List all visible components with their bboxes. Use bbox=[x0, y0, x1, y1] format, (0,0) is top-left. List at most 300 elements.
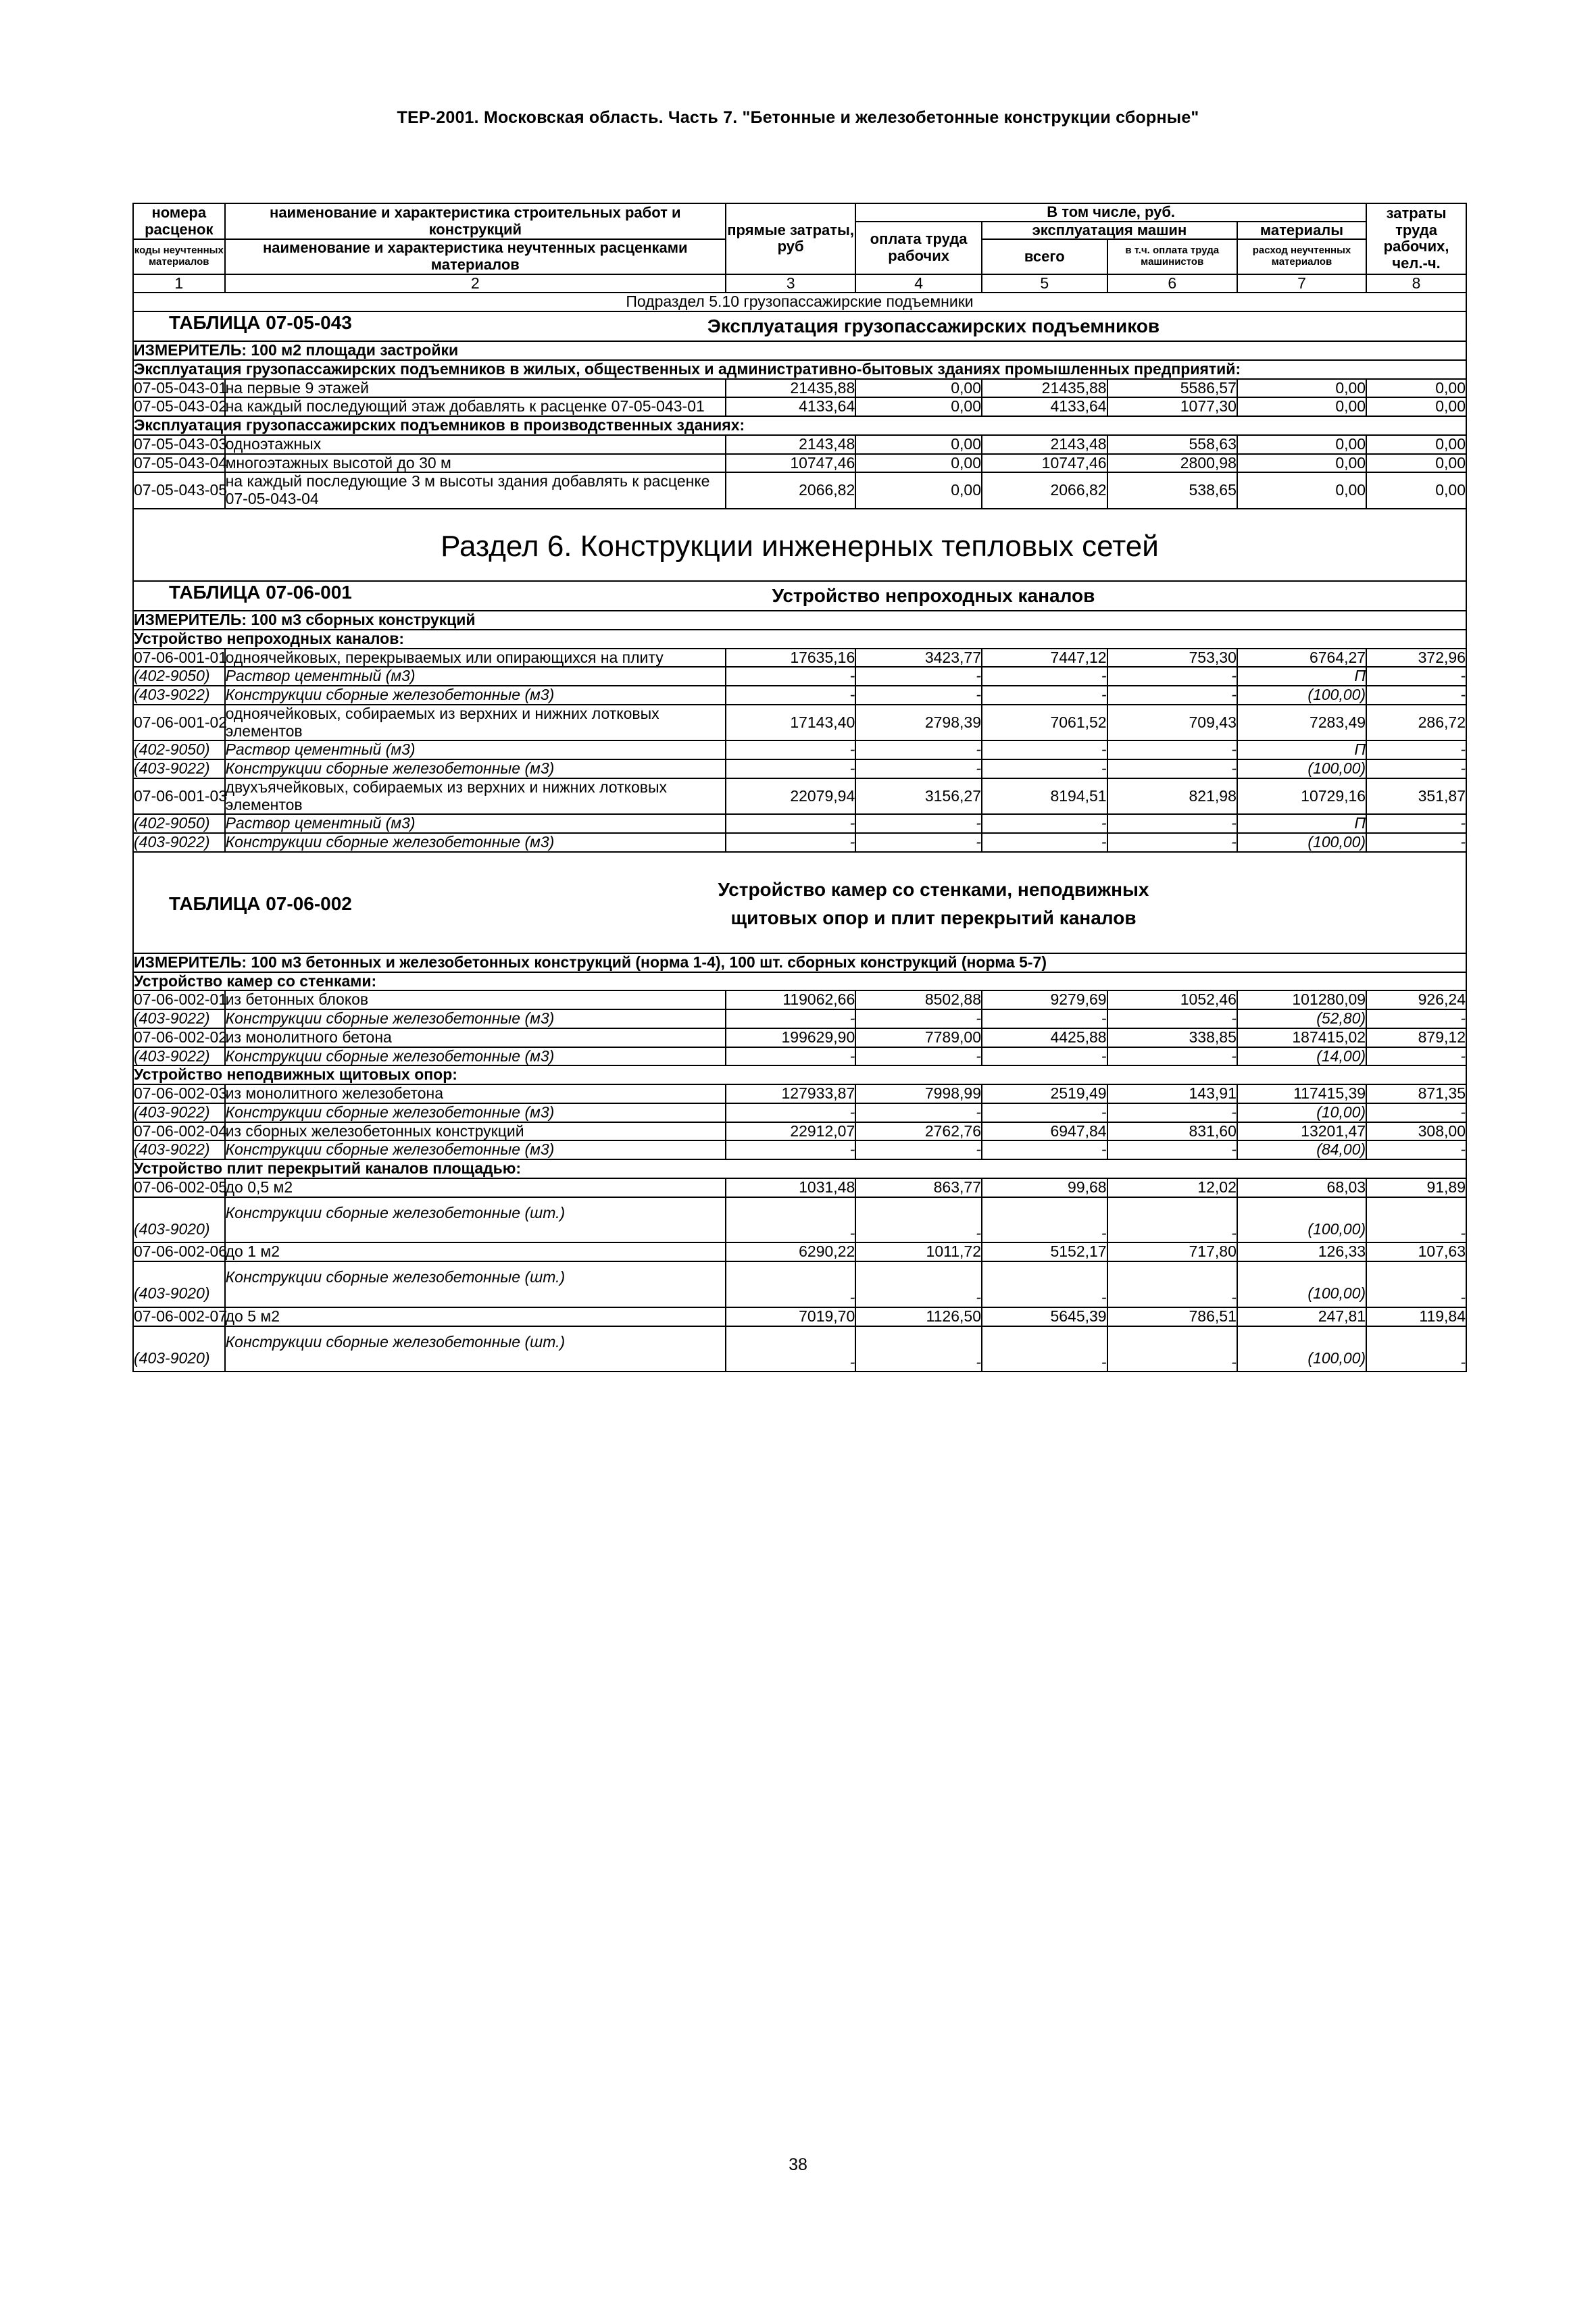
material-c7: (100,00) bbox=[1237, 759, 1366, 778]
row-desc: из бетонных блоков bbox=[225, 990, 726, 1009]
colnum-8: 8 bbox=[1366, 274, 1466, 293]
material-row bbox=[133, 1197, 1466, 1243]
material-row bbox=[133, 759, 1466, 778]
table-07-06-001-group1-row bbox=[133, 630, 1466, 649]
header-col4: оплата труда рабочих bbox=[855, 222, 982, 274]
row-code: 07-06-002-01 bbox=[134, 990, 228, 1009]
material-c6: - bbox=[1107, 740, 1237, 759]
row-c8: 0,00 bbox=[1366, 454, 1466, 473]
header-col5: всего bbox=[982, 239, 1107, 274]
material-c4: - bbox=[855, 1009, 982, 1028]
material-c4: - bbox=[855, 1103, 982, 1122]
row-code: 07-06-002-04 bbox=[134, 1122, 228, 1140]
row-c6: 753,30 bbox=[1107, 649, 1237, 668]
material-c3: - bbox=[726, 1047, 855, 1066]
material-c7: (100,00) bbox=[1237, 1326, 1366, 1372]
material-code: (402-9050) bbox=[133, 814, 225, 833]
row-desc: из монолитного железобетона bbox=[225, 1084, 726, 1103]
material-c7: (100,00) bbox=[1237, 1261, 1366, 1307]
row-c7: 247,81 bbox=[1237, 1307, 1366, 1326]
row-c8: 871,35 bbox=[1366, 1084, 1466, 1103]
row-desc: одноячейковых, перекрываемых или опирающихся на плиту bbox=[225, 649, 726, 668]
row-c8: 0,00 bbox=[1366, 397, 1466, 416]
table-07-06-002-heading bbox=[133, 852, 1466, 953]
row-c4: 2798,39 bbox=[855, 705, 982, 741]
row-code: 07-05-043-03 bbox=[134, 434, 228, 453]
subsection-510-title: Подраздел 5.10 грузопассажирские подъемники bbox=[133, 293, 1466, 311]
material-c5: - bbox=[982, 740, 1107, 759]
row-c5: 7061,52 bbox=[982, 705, 1107, 741]
row-c3: 119062,66 bbox=[726, 990, 855, 1009]
material-c4: - bbox=[855, 1197, 982, 1243]
material-c6: - bbox=[1107, 1261, 1237, 1307]
table-07-05-043-heading bbox=[133, 311, 1466, 341]
colnum-1: 1 bbox=[133, 274, 225, 293]
material-desc: Раствор цементный (м3) bbox=[225, 667, 726, 686]
row-c4: 3423,77 bbox=[855, 649, 982, 668]
row-code: 07-05-043-01 bbox=[134, 378, 228, 397]
material-row bbox=[133, 667, 1466, 686]
table-07-06-002-measure: ИЗМЕРИТЕЛЬ: 100 м3 бетонных и железобетонных конструкций (норма 1-4), 100 шт. сборных конструкций (норма 5-7) bbox=[133, 953, 1466, 972]
material-c8: - bbox=[1366, 1103, 1466, 1122]
material-code: (403-9022) bbox=[133, 833, 225, 852]
material-c8: - bbox=[1366, 1047, 1466, 1066]
row-c3: 4133,64 bbox=[726, 397, 855, 416]
material-c4: - bbox=[855, 814, 982, 833]
material-c3: - bbox=[726, 1326, 855, 1372]
material-row bbox=[133, 1140, 1466, 1159]
material-c3: - bbox=[726, 1140, 855, 1159]
table-07-05-043-code: ТАБЛИЦА 07-05-043 bbox=[169, 312, 352, 333]
material-c8: - bbox=[1366, 814, 1466, 833]
table-row bbox=[133, 1028, 1466, 1047]
row-c5: 8194,51 bbox=[982, 778, 1107, 815]
row-c8: 107,63 bbox=[1366, 1242, 1466, 1261]
material-c3: - bbox=[726, 667, 855, 686]
table-row bbox=[133, 472, 1466, 509]
table-07-05-043-group2-row bbox=[133, 416, 1466, 435]
row-c8: 926,24 bbox=[1366, 990, 1466, 1009]
row-desc: до 1 м2 bbox=[225, 1242, 726, 1261]
material-c8: - bbox=[1366, 1009, 1466, 1028]
section-6-title: Раздел 6. Конструкции инженерных тепловых сетей bbox=[133, 509, 1466, 581]
row-c3: 6290,22 bbox=[726, 1242, 855, 1261]
material-c7: (14,00) bbox=[1237, 1047, 1366, 1066]
material-desc: Конструкции сборные железобетонные (м3) bbox=[225, 686, 726, 705]
row-desc: до 5 м2 bbox=[225, 1307, 726, 1326]
material-desc: Конструкции сборные железобетонные (шт.) bbox=[225, 1197, 726, 1243]
material-code: (403-9022) bbox=[133, 759, 225, 778]
material-c8: - bbox=[1366, 759, 1466, 778]
table-07-06-001-measure: ИЗМЕРИТЕЛЬ: 100 м3 сборных конструкций bbox=[133, 611, 1466, 630]
row-desc: одноэтажных bbox=[225, 435, 726, 454]
row-c7: 13201,47 bbox=[1237, 1122, 1366, 1141]
row-c5: 6947,84 bbox=[982, 1122, 1107, 1141]
material-code: (403-9020) bbox=[133, 1197, 225, 1243]
material-c4: - bbox=[855, 667, 982, 686]
row-c5: 2519,49 bbox=[982, 1084, 1107, 1103]
row-c7: 0,00 bbox=[1237, 472, 1366, 509]
material-c6: - bbox=[1107, 667, 1237, 686]
row-c5: 99,68 bbox=[982, 1178, 1107, 1197]
row-c4: 0,00 bbox=[855, 472, 982, 509]
row-c4: 7789,00 bbox=[855, 1028, 982, 1047]
material-c3: - bbox=[726, 833, 855, 852]
material-c6: - bbox=[1107, 759, 1237, 778]
material-c6: - bbox=[1107, 1326, 1237, 1372]
material-c7: (100,00) bbox=[1237, 833, 1366, 852]
row-code: 07-05-043-04 bbox=[134, 453, 228, 472]
material-code: (403-9022) bbox=[133, 1047, 225, 1066]
row-c8: 0,00 bbox=[1366, 435, 1466, 454]
material-desc: Конструкции сборные железобетонные (м3) bbox=[225, 1140, 726, 1159]
material-c8: - bbox=[1366, 833, 1466, 852]
row-c4: 0,00 bbox=[855, 379, 982, 398]
material-c5: - bbox=[982, 1047, 1107, 1066]
row-c6: 709,43 bbox=[1107, 705, 1237, 741]
row-c5: 10747,46 bbox=[982, 454, 1107, 473]
row-c5: 5152,17 bbox=[982, 1242, 1107, 1261]
table-07-06-002-code: ТАБЛИЦА 07-06-002 bbox=[169, 893, 352, 915]
row-c7: 0,00 bbox=[1237, 379, 1366, 398]
table-07-05-043-group2: Эксплуатация грузопассажирских подъемников в производственных зданиях: bbox=[133, 416, 1466, 435]
table-07-05-043-group1: Эксплуатация грузопассажирских подъемников в жилых, общественных и административно-бытовых зданиях промышленных предприятий: bbox=[133, 360, 1466, 379]
material-c8: - bbox=[1366, 667, 1466, 686]
column-number-row bbox=[133, 274, 1466, 293]
row-code: 07-06-002-03 bbox=[134, 1084, 228, 1103]
material-code: (402-9050) bbox=[133, 740, 225, 759]
table-row bbox=[133, 1307, 1466, 1326]
material-desc: Раствор цементный (м3) bbox=[225, 814, 726, 833]
material-desc: Конструкции сборные железобетонные (шт.) bbox=[225, 1261, 726, 1307]
row-c6: 143,91 bbox=[1107, 1084, 1237, 1103]
row-c4: 0,00 bbox=[855, 397, 982, 416]
table-07-05-043-measure-row bbox=[133, 341, 1466, 360]
row-c5: 7447,12 bbox=[982, 649, 1107, 668]
row-c3: 17635,16 bbox=[726, 649, 855, 668]
material-c4: - bbox=[855, 1047, 982, 1066]
table-row bbox=[133, 778, 1466, 815]
row-c3: 2143,48 bbox=[726, 435, 855, 454]
material-c4: - bbox=[855, 1140, 982, 1159]
rates-table bbox=[132, 203, 1467, 1372]
material-c5: - bbox=[982, 1261, 1107, 1307]
material-row bbox=[133, 814, 1466, 833]
material-c6: - bbox=[1107, 833, 1237, 852]
row-c7: 0,00 bbox=[1237, 397, 1366, 416]
material-c7: (52,80) bbox=[1237, 1009, 1366, 1028]
row-c4: 8502,88 bbox=[855, 990, 982, 1009]
table-row bbox=[133, 1178, 1466, 1197]
material-c5: - bbox=[982, 759, 1107, 778]
material-desc: Конструкции сборные железобетонные (м3) bbox=[225, 1103, 726, 1122]
row-code: 07-06-001-03 bbox=[133, 778, 225, 815]
row-code: 07-06-002-06 bbox=[134, 1242, 228, 1261]
row-c3: 17143,40 bbox=[726, 705, 855, 741]
table-row bbox=[133, 990, 1466, 1009]
material-c8: - bbox=[1366, 1140, 1466, 1159]
material-c7: (100,00) bbox=[1237, 1197, 1366, 1243]
row-c5: 21435,88 bbox=[982, 379, 1107, 398]
row-c4: 1126,50 bbox=[855, 1307, 982, 1326]
row-desc: на каждый последующий этаж добавлять к расценке 07-05-043-01 bbox=[225, 397, 726, 416]
material-c7: (84,00) bbox=[1237, 1140, 1366, 1159]
material-c3: - bbox=[726, 740, 855, 759]
material-code: (403-9022) bbox=[133, 1140, 225, 1159]
row-c8: 286,72 bbox=[1366, 705, 1466, 741]
row-c3: 22912,07 bbox=[726, 1122, 855, 1141]
material-row bbox=[133, 1326, 1466, 1372]
row-c6: 12,02 bbox=[1107, 1178, 1237, 1197]
material-c8: - bbox=[1366, 1326, 1466, 1372]
table-07-06-002-name-line1: Устройство камер со стенками, неподвижных bbox=[718, 878, 1149, 900]
row-desc: на первые 9 этажей bbox=[225, 379, 726, 398]
table-row bbox=[133, 1242, 1466, 1261]
row-desc: одноячейковых, собираемых из верхних и нижних лотковых элементов bbox=[225, 705, 726, 741]
row-c8: 372,96 bbox=[1366, 649, 1466, 668]
material-code: (403-9022) bbox=[133, 686, 225, 705]
material-c8: - bbox=[1366, 740, 1466, 759]
material-code: (403-9022) bbox=[133, 1009, 225, 1028]
row-c4: 0,00 bbox=[855, 454, 982, 473]
row-c8: 879,12 bbox=[1366, 1028, 1466, 1047]
row-c4: 0,00 bbox=[855, 435, 982, 454]
row-c6: 821,98 bbox=[1107, 778, 1237, 815]
row-c3: 199629,90 bbox=[726, 1028, 855, 1047]
row-code: 07-06-001-02 bbox=[133, 705, 225, 741]
row-c6: 338,85 bbox=[1107, 1028, 1237, 1047]
table-row bbox=[133, 379, 1466, 398]
material-c4: - bbox=[855, 759, 982, 778]
colnum-6: 6 bbox=[1107, 274, 1237, 293]
row-c4: 7998,99 bbox=[855, 1084, 982, 1103]
header-col6: в т.ч. оплата труда машинистов bbox=[1107, 239, 1237, 274]
material-c3: - bbox=[726, 686, 855, 705]
table-row bbox=[133, 705, 1466, 741]
row-c8: 91,89 bbox=[1366, 1178, 1466, 1197]
row-c3: 1031,48 bbox=[726, 1178, 855, 1197]
row-c6: 1052,46 bbox=[1107, 990, 1237, 1009]
material-row bbox=[133, 740, 1466, 759]
row-c4: 1011,72 bbox=[855, 1242, 982, 1261]
material-c7: П bbox=[1237, 740, 1366, 759]
material-c6: - bbox=[1107, 814, 1237, 833]
material-c7: П bbox=[1237, 667, 1366, 686]
table-07-05-043-name: Эксплуатация грузопассажирских подъемников bbox=[707, 316, 1160, 336]
colnum-3: 3 bbox=[726, 274, 855, 293]
material-c5: - bbox=[982, 686, 1107, 705]
material-c4: - bbox=[855, 740, 982, 759]
table-row bbox=[133, 397, 1466, 416]
material-c3: - bbox=[726, 1197, 855, 1243]
material-c3: - bbox=[726, 1261, 855, 1307]
row-c7: 187415,02 bbox=[1237, 1028, 1366, 1047]
material-row bbox=[133, 1103, 1466, 1122]
header-group-vtom: В том числе, руб. bbox=[855, 203, 1366, 222]
table-07-06-002-name-line2: щитовых опор и плит перекрытий каналов bbox=[730, 907, 1137, 928]
row-c5: 9279,69 bbox=[982, 990, 1107, 1009]
row-c7: 0,00 bbox=[1237, 435, 1366, 454]
row-c4: 3156,27 bbox=[855, 778, 982, 815]
material-desc: Конструкции сборные железобетонные (шт.) bbox=[225, 1326, 726, 1372]
row-c6: 2800,98 bbox=[1107, 454, 1237, 473]
header-col1-top: номера расценок bbox=[133, 203, 225, 239]
colnum-4: 4 bbox=[855, 274, 982, 293]
page-number: 38 bbox=[789, 2155, 807, 2174]
header-col1-bottom: коды неучтенных материалов bbox=[133, 239, 225, 274]
table-07-06-002-measure-row bbox=[133, 953, 1466, 972]
row-c6: 5586,57 bbox=[1107, 379, 1237, 398]
row-desc: до 0,5 м2 bbox=[225, 1178, 726, 1197]
row-c5: 2143,48 bbox=[982, 435, 1107, 454]
row-c6: 717,80 bbox=[1107, 1242, 1237, 1261]
table-07-06-001-measure-row bbox=[133, 611, 1466, 630]
material-c3: - bbox=[726, 759, 855, 778]
row-c3: 10747,46 bbox=[726, 454, 855, 473]
header-col8: затраты труда рабочих, чел.-ч. bbox=[1366, 203, 1466, 274]
row-c5: 4133,64 bbox=[982, 397, 1107, 416]
row-c8: 0,00 bbox=[1366, 379, 1466, 398]
material-c4: - bbox=[855, 833, 982, 852]
table-row bbox=[133, 1122, 1466, 1141]
material-c6: - bbox=[1107, 1047, 1237, 1066]
material-row bbox=[133, 833, 1466, 852]
material-c7: П bbox=[1237, 814, 1366, 833]
material-c4: - bbox=[855, 1261, 982, 1307]
table-07-06-001-heading-row bbox=[133, 581, 1466, 611]
header-col7: расход неучтенных материалов bbox=[1237, 239, 1366, 274]
header-group-materialy: материалы bbox=[1237, 222, 1366, 240]
table-07-06-002-group2-row bbox=[133, 1065, 1466, 1084]
colnum-2: 2 bbox=[225, 274, 726, 293]
row-code: 07-05-043-02 bbox=[134, 397, 228, 416]
table-07-06-001-code: ТАБЛИЦА 07-06-001 bbox=[169, 582, 352, 603]
row-c8: 119,84 bbox=[1366, 1307, 1466, 1326]
table-07-06-001-heading bbox=[133, 581, 1466, 611]
section-6-title-row bbox=[133, 509, 1466, 581]
table-07-06-002-group3: Устройство плит перекрытий каналов площадью: bbox=[133, 1159, 1466, 1178]
colnum-7: 7 bbox=[1237, 274, 1366, 293]
material-c5: - bbox=[982, 1326, 1107, 1372]
row-code: 07-06-001-01 bbox=[134, 648, 228, 666]
material-row bbox=[133, 1047, 1466, 1066]
table-row bbox=[133, 1084, 1466, 1103]
material-desc: Конструкции сборные железобетонные (м3) bbox=[225, 1047, 726, 1066]
row-c5: 5645,39 bbox=[982, 1307, 1107, 1326]
material-desc: Конструкции сборные железобетонные (м3) bbox=[225, 833, 726, 852]
table-07-05-043-group1-row bbox=[133, 360, 1466, 379]
row-c4: 863,77 bbox=[855, 1178, 982, 1197]
colnum-5: 5 bbox=[982, 274, 1107, 293]
table-07-06-002-heading-row bbox=[133, 852, 1466, 953]
material-desc: Раствор цементный (м3) bbox=[225, 740, 726, 759]
material-row bbox=[133, 1261, 1466, 1307]
header-group-mashin: эксплуатация машин bbox=[982, 222, 1237, 240]
material-c6: - bbox=[1107, 1197, 1237, 1243]
material-code: (403-9020) bbox=[133, 1261, 225, 1307]
row-c7: 0,00 bbox=[1237, 454, 1366, 473]
row-c6: 558,63 bbox=[1107, 435, 1237, 454]
material-desc: Конструкции сборные железобетонные (м3) bbox=[225, 1009, 726, 1028]
material-c6: - bbox=[1107, 686, 1237, 705]
header-col2-bottom: наименование и характеристика неучтенных расценками материалов bbox=[225, 239, 726, 274]
material-c3: - bbox=[726, 814, 855, 833]
row-c3: 127933,87 bbox=[726, 1084, 855, 1103]
material-c6: - bbox=[1107, 1009, 1237, 1028]
table-07-05-043-measure: ИЗМЕРИТЕЛЬ: 100 м2 площади застройки bbox=[133, 341, 1466, 360]
table-row bbox=[133, 649, 1466, 668]
row-c3: 21435,88 bbox=[726, 379, 855, 398]
table-row bbox=[133, 454, 1466, 473]
material-c7: (10,00) bbox=[1237, 1103, 1366, 1122]
table-07-06-002-group2: Устройство неподвижных щитовых опор: bbox=[133, 1065, 1466, 1084]
table-07-05-043-heading-row bbox=[133, 311, 1466, 341]
table-07-06-002-group3-row bbox=[133, 1159, 1466, 1178]
material-row bbox=[133, 1009, 1466, 1028]
material-c4: - bbox=[855, 1326, 982, 1372]
material-c3: - bbox=[726, 1103, 855, 1122]
row-c7: 7283,49 bbox=[1237, 705, 1366, 741]
material-c6: - bbox=[1107, 1140, 1237, 1159]
row-c3: 2066,82 bbox=[726, 472, 855, 509]
row-c6: 538,65 bbox=[1107, 472, 1237, 509]
row-c8: 351,87 bbox=[1366, 778, 1466, 815]
table-07-06-001-group1: Устройство непроходных каналов: bbox=[133, 630, 1466, 649]
row-c6: 786,51 bbox=[1107, 1307, 1237, 1326]
subsection-510-title-row bbox=[133, 293, 1466, 311]
row-c7: 68,03 bbox=[1237, 1178, 1366, 1197]
material-c5: - bbox=[982, 833, 1107, 852]
material-row bbox=[133, 686, 1466, 705]
row-c6: 1077,30 bbox=[1107, 397, 1237, 416]
row-c6: 831,60 bbox=[1107, 1122, 1237, 1141]
row-desc: многоэтажных высотой до 30 м bbox=[225, 454, 726, 473]
material-c5: - bbox=[982, 1140, 1107, 1159]
table-07-06-002-group1-row bbox=[133, 972, 1466, 991]
material-desc: Конструкции сборные железобетонные (м3) bbox=[225, 759, 726, 778]
row-c3: 7019,70 bbox=[726, 1307, 855, 1326]
table-07-06-002-group1: Устройство камер со стенками: bbox=[133, 972, 1466, 991]
row-code: 07-06-002-02 bbox=[134, 1028, 228, 1046]
row-c4: 2762,76 bbox=[855, 1122, 982, 1141]
material-c5: - bbox=[982, 814, 1107, 833]
row-c8: 308,00 bbox=[1366, 1122, 1466, 1141]
material-c5: - bbox=[982, 1009, 1107, 1028]
row-c5: 4425,88 bbox=[982, 1028, 1107, 1047]
material-c8: - bbox=[1366, 686, 1466, 705]
row-c5: 2066,82 bbox=[982, 472, 1107, 509]
row-c7: 117415,39 bbox=[1237, 1084, 1366, 1103]
row-c8: 0,00 bbox=[1366, 472, 1466, 509]
row-c7: 6764,27 bbox=[1237, 649, 1366, 668]
row-c7: 101280,09 bbox=[1237, 990, 1366, 1009]
row-c7: 126,33 bbox=[1237, 1242, 1366, 1261]
material-code: (402-9050) bbox=[133, 667, 225, 686]
row-c7: 10729,16 bbox=[1237, 778, 1366, 815]
material-c7: (100,00) bbox=[1237, 686, 1366, 705]
row-c3: 22079,94 bbox=[726, 778, 855, 815]
material-c5: - bbox=[982, 1197, 1107, 1243]
header-col2-top: наименование и характеристика строительных работ и конструкций bbox=[225, 203, 726, 239]
table-header-row-1 bbox=[133, 203, 1466, 222]
row-code: 07-06-002-05 bbox=[134, 1178, 228, 1196]
material-c4: - bbox=[855, 686, 982, 705]
material-c5: - bbox=[982, 1103, 1107, 1122]
row-desc: на каждый последующие 3 м высоты здания добавлять к расценке 07-05-043-04 bbox=[225, 472, 726, 509]
material-c8: - bbox=[1366, 1197, 1466, 1243]
material-c6: - bbox=[1107, 1103, 1237, 1122]
row-desc: из сборных железобетонных конструкций bbox=[225, 1122, 726, 1141]
